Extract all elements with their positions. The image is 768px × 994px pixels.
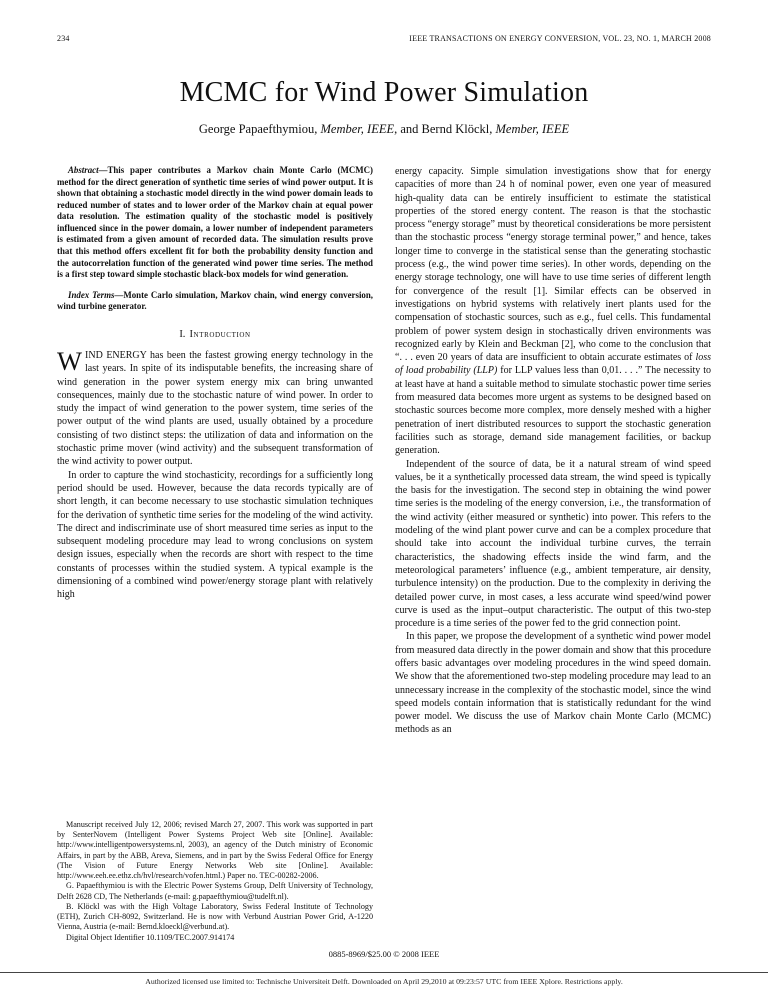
author-sep-2: , — [489, 122, 496, 136]
right-column — [395, 165, 711, 945]
intro-paragraph-1 — [57, 345, 373, 469]
index-terms-paragraph — [57, 290, 373, 313]
intro-paragraph-2: In order to capture the wind stochasticity, recordings for a sufficiently long period should be used. However, because the data records typically are of short length, it can become necessary to use stochastic simulation techniques for the derivation of synthetic time series for the modeling of the wind activity. The direct and indiscriminate use of short measured time series as input to the subsequent modeling procedure may lead to wrong conclusions on system design issues, especially when the records are short with respect to the time constants of processes within the studied system. A typical example is the dimensioning of a combined wind power/energy storage plant with relatively high — [57, 469, 373, 601]
abstract-text: This paper contributes a Markov chain Monte Carlo (MCMC) method for the direct generation of synthetic time series of wind power output. It is shown that obtaining a stochastic model directly in the wind power domain leads to reduced number of states and to lower order of the Markov chain at equal power data resolution. The estimation quality of the stochastic model is positively influenced since in the power domain, a lower number of independent parameters is estimated from a given amount of recorded data. The simulation results prove that this method offers excellent fit for both the probability density function and the autocorrelation function of the generated wind power time series. The method is a first step toward simple stochastic black-box models for wind generation. — [57, 165, 373, 280]
drop-cap: W — [57, 345, 83, 376]
llp-italic-phrase: loss of load probability (LLP) — [395, 352, 711, 377]
abstract-label: Abstract— — [68, 165, 108, 175]
continuation-text-1: energy capacity. Simple simulation investigations show that for energy capacities of more than 24 h of nominal power, even one year of measured high-quality data can be entirely insufficient to estimate the statistical properties of the stored energy content. The reason is that the stochastic process “energy storage” must by theoretical considerations be more persistent than the stochastic process “energy storage terminal power,” and hence, takes longer time to converge in the statistical sense than the generating stochastic process (e.g., the wind power time series). In other words, depending on the energy storage technology, one will have to use time series of different length for convergence of the result [1]. Similar effects can be observed in investigations on hybrid systems with relatively inert plants used for the compensation of stochastic sources, such as e.g., fuel cells. This fundamental problem of power system design in stochastically driven environments was recognized early by Klein and Beckman [2], who come to the conclusion that “. . . even 20 years of data are insufficient to obtain accurate estimates of — [395, 166, 711, 364]
section-title: Introduction — [189, 328, 251, 340]
author-2-membership: Member, IEEE — [495, 122, 570, 136]
footnotes-block — [57, 820, 373, 945]
paragraph-proposal: In this paper, we propose the development of a synthetic wind power model from measured data directly in the power domain and show that this procedure offers basic advantages over modeling procedures in the wind speed domain. We show that the aforementioned two-step modeling procedure may lead to an unnecessary increase in the complexity of the stochastic model, since the wind speed models contain information that is statistically redundant for the wind power model. We discuss the use of Markov chain Monte Carlo (MCMC) methods as an — [395, 631, 711, 736]
authors-joiner: , and — [394, 122, 422, 136]
index-terms-label: Index Terms— — [68, 289, 124, 300]
page-number: 234 — [57, 34, 70, 43]
paper-title: MCMC for Wind Power Simulation — [179, 77, 589, 108]
intro-paragraph-1-text: has been the fastest growing energy technology in the last years. In spite of its indisputable benefits, the increasing share of wind generation in the power system energy mix can bring unwanted consequences, mainly due to the stochastic nature of wind power. In order to study the impact of wind generation to the power system, time series of the power output of the wind plants are used, usually obtained by a procedure consisting of two distinct steps: the utilization of data and information on the stochastic prime mover (wind activity) and the subsequent transformation of the wind activity to power output. — [57, 349, 373, 468]
copyright-line: 0885-8969/$25.00 © 2008 IEEE — [328, 949, 440, 959]
index-terms-text: Monte Carlo simulation, Markov chain, wind energy conversion, wind turbine generator. — [57, 289, 374, 312]
abstract-paragraph — [57, 165, 373, 281]
continuation-text-2: for LLP values less than 0,01. . . .” The necessity to at least have at hand a suitable method to simulate stochastic power time series from measured data becomes more urgent as systems to be designed based on stochastic sources become more complex, more densely meshed with a higher penetration of inert distributed resources to support the stochastic generation facilities such as storage, demand side management facilities, or backup generation. — [395, 365, 711, 457]
running-head — [57, 34, 711, 43]
continuation-paragraph — [395, 165, 711, 458]
author-1-name: George Papaefthymiou — [198, 122, 315, 136]
intro-lead-caps: IND ENERGY — [85, 349, 147, 361]
left-column — [57, 165, 373, 945]
footnote-doi: Digital Object Identifier 10.1109/TEC.2007.914174 — [66, 932, 235, 942]
footnote-author-2: B. Klöckl was with the High Voltage Laboratory, Swiss Federal Institute of Technology (ETH), Zurich CH-8092, Switzerland. He is now with Verbund Austrian Power Grid, A-1220 Vienna, Austria (e-mail: Bernd.kloeckl@verbund.at). — [57, 901, 373, 932]
author-sep-1: , — [314, 122, 321, 136]
author-line — [57, 122, 711, 137]
footnote-author-1: G. Papaefthymiou is with the Electric Power Systems Group, Delft University of Technology, Delft 2628 CD, The Netherlands (e-mail: g.papaefthymiou@tudelft.nl). — [57, 881, 373, 901]
section-heading-introduction — [57, 329, 373, 340]
footnote-manuscript: Manuscript received July 12, 2006; revised March 27, 2007. This work was supported in part by SenterNovem (Intelligent Power Systems Project Web site [Online]. Available: http://www.intelligentpowersystems.nl, 2003), an agency of the Dutch ministry of Economic Affairs, in part by the ABB, Areva, Siemens, and in part by the Swiss Federal Office for Energy (The Vision of Future Energy Networks Web site [Online]. Available: http://www.eeh.ee.ethz.ch/hvl/research/vofen.html.) Paper no. TEC-00282-2006. — [57, 819, 373, 881]
license-bar: Authorized licensed use limited to: Technische Universiteit Delft. Downloaded on April 29,2010 at 09:23:57 UTC from IEEE Xplore. Restrictions apply. — [0, 972, 768, 994]
paragraph-data-source: Independent of the source of data, be it a natural stream of wind speed values, be it a synthetically processed data stream, the wind speed is typically the basis for the investigation. The second step in obtaining the wind power time series is the modeling of the energy conversion, i.e., the transformation of the wind activity (either measured or synthetic) into power. This refers to the modeling of the wind plant power curve and can be a complex procedure that should take into account the individual turbine curves, the terrain characteristics, the shadowing effects inside the wind farm, and the meteorological parameters’ influence (e.g., ambient temperature, air density, turbulence intensity) on the production. Due to the complexity in deriving the detailed power curve, in most cases, a less accurate wind speed/wind power curve is used as the input–output characteristic. The output of this two-step procedure is a time series of the power fed to the grid connection point. — [395, 458, 711, 630]
two-column-body — [57, 165, 711, 945]
section-number: I. — [179, 328, 186, 340]
author-2-name: Bernd Klöckl — [421, 122, 490, 136]
journal-title: IEEE TRANSACTIONS ON ENERGY CONVERSION, VOL. 23, NO. 1, MARCH 2008 — [409, 34, 711, 43]
author-1-membership: Member, IEEE — [320, 122, 395, 136]
